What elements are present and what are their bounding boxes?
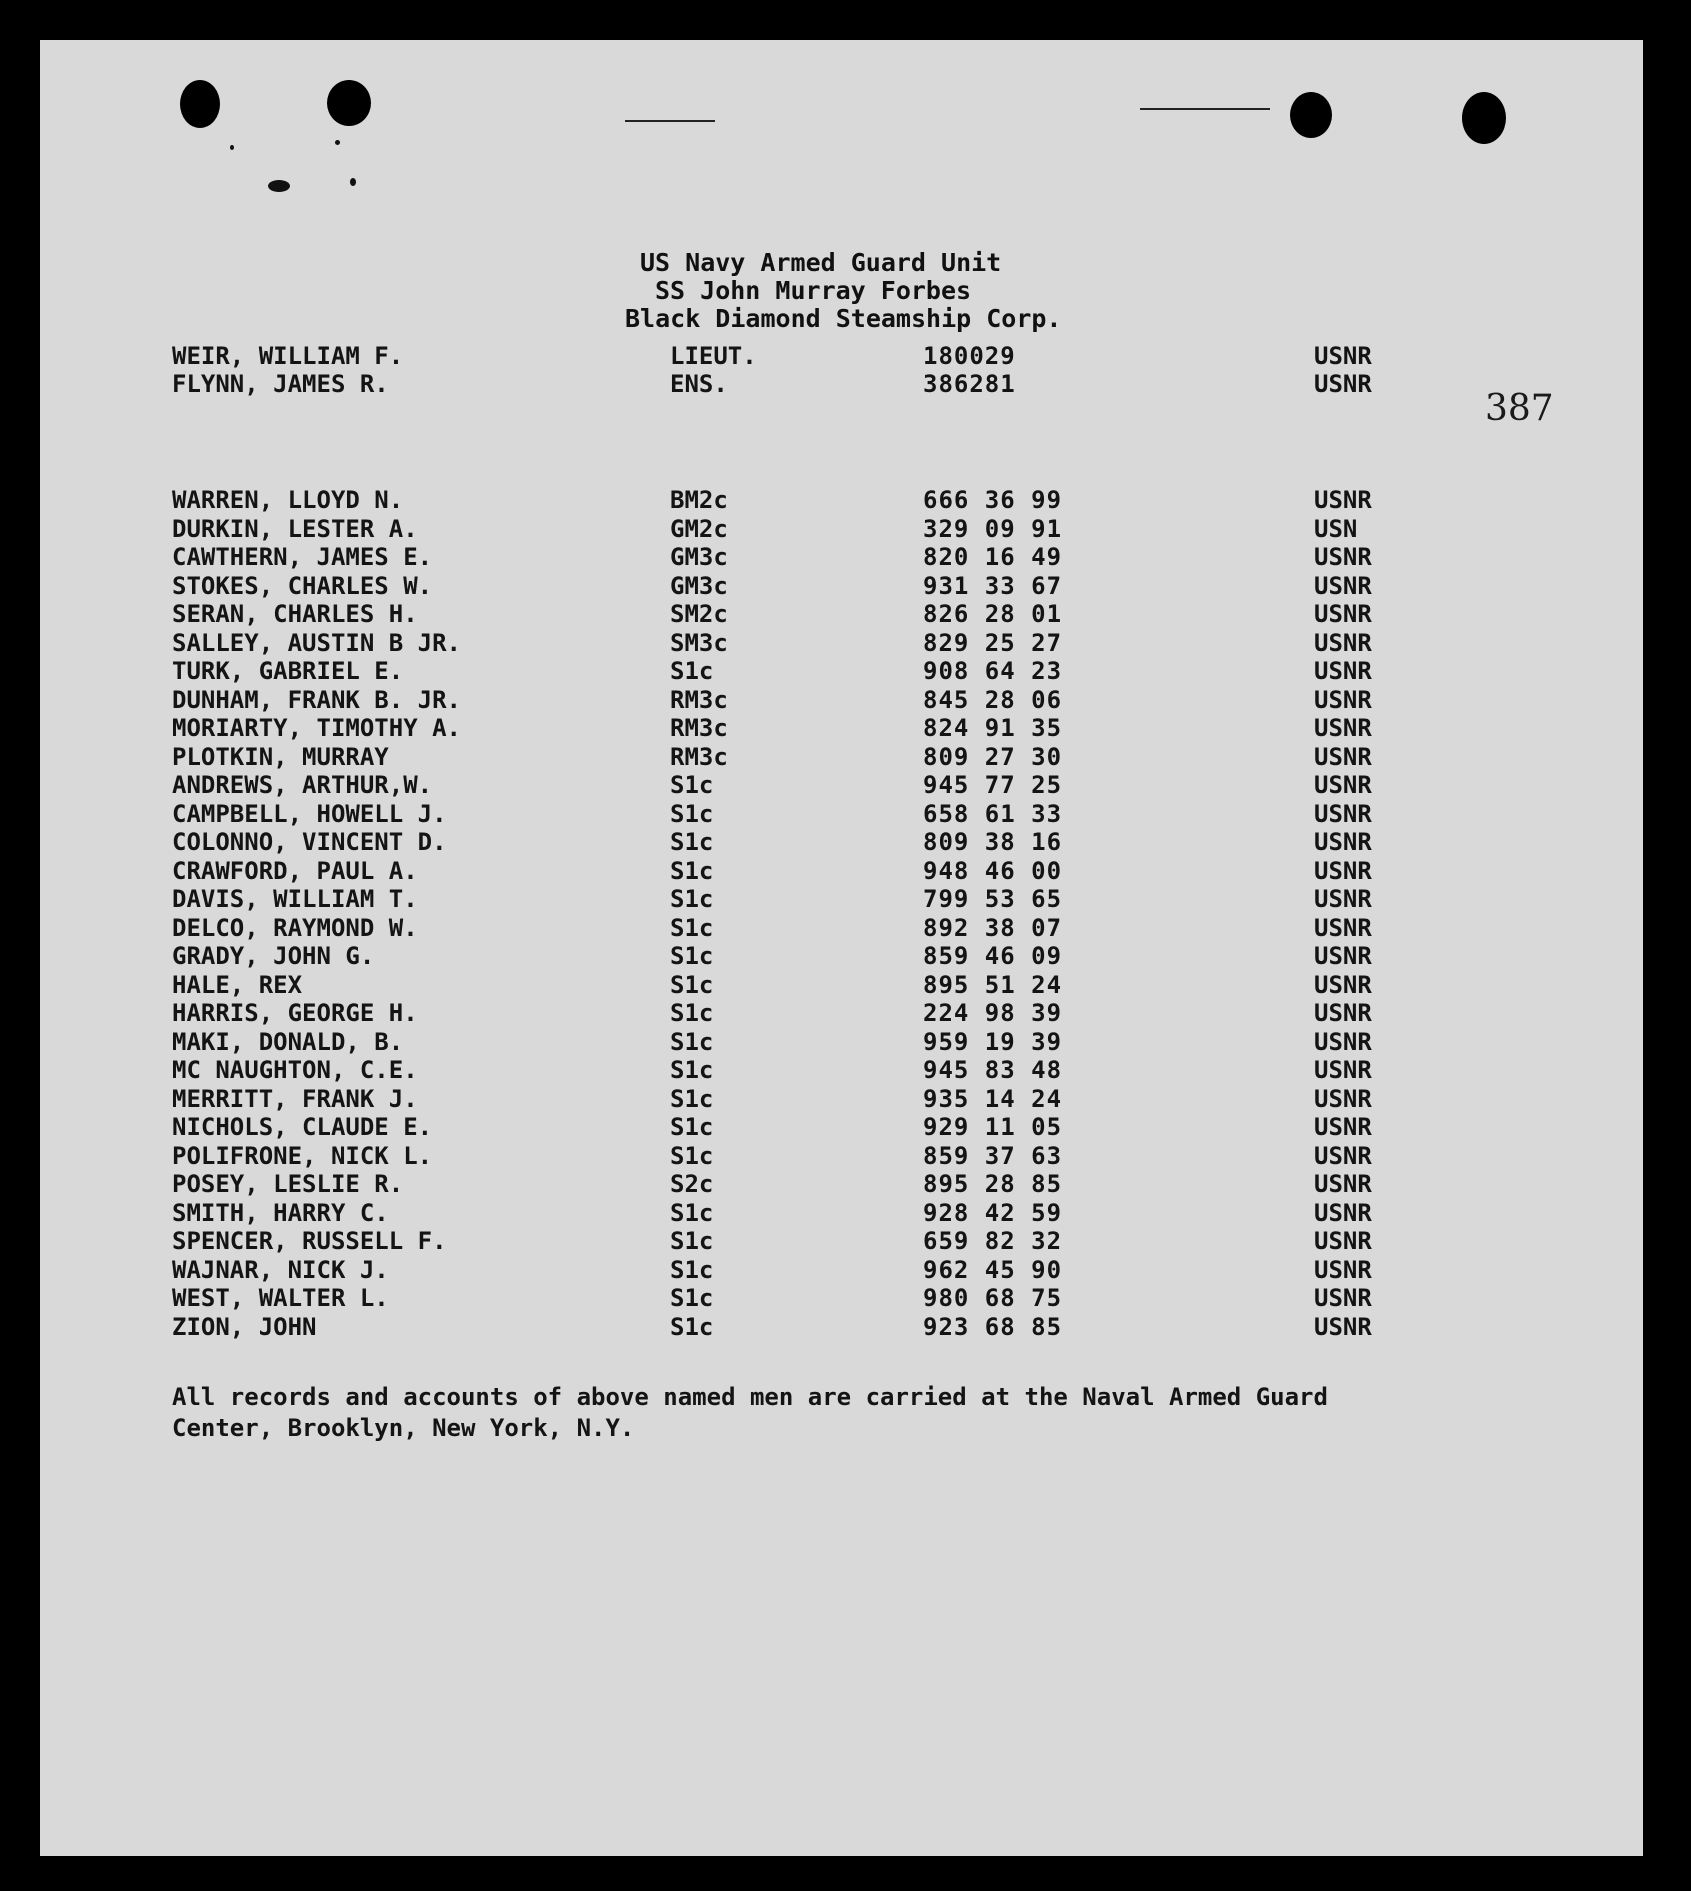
crew-rate: S1c <box>670 1141 714 1170</box>
service-number: 799 53 65 <box>923 885 1063 913</box>
crew-rate: S1c <box>670 1255 714 1284</box>
service-branch: USNR <box>1314 1255 1372 1284</box>
service-branch: USN <box>1314 514 1358 543</box>
service-branch: USNR <box>1314 942 1372 970</box>
crew-row <box>40 1142 1643 1170</box>
crew-name: POLIFRONE, NICK L. <box>172 1141 433 1170</box>
service-number: 824 91 35 <box>923 714 1063 742</box>
service-number: 809 38 16 <box>923 828 1063 856</box>
service-number: 658 61 33 <box>923 799 1063 828</box>
service-number: 959 19 39 <box>923 1027 1063 1056</box>
crew-rate: S1c <box>670 1227 714 1255</box>
service-branch: USNR <box>1314 913 1372 942</box>
crew-rate: S1c <box>670 913 714 942</box>
footer-line-2: Center, Brooklyn, New York, N.Y. <box>172 1414 635 1442</box>
crew-row <box>40 515 1643 543</box>
crew-row <box>40 885 1643 913</box>
crew-row <box>40 857 1643 885</box>
crew-row <box>40 1085 1643 1113</box>
crew-name: CAMPBELL, HOWELL J. <box>172 799 447 828</box>
service-number: 948 46 00 <box>923 856 1063 885</box>
crew-row <box>40 999 1643 1027</box>
service-number: 945 83 48 <box>923 1056 1063 1084</box>
service-number: 820 16 49 <box>923 543 1063 571</box>
service-branch: USNR <box>1314 999 1372 1027</box>
service-number: 829 25 27 <box>923 628 1063 657</box>
crew-rate: ENS. <box>670 370 728 398</box>
service-branch: USNR <box>1314 1056 1372 1084</box>
service-number: 923 68 85 <box>923 1312 1063 1341</box>
ink-speck <box>335 140 340 145</box>
crew-name: DURKIN, LESTER A. <box>172 514 418 543</box>
service-branch: USNR <box>1314 628 1372 657</box>
header-line-2: SS John Murray Forbes <box>655 276 972 305</box>
crew-name: STOKES, CHARLES W. <box>172 571 433 600</box>
service-branch: USNR <box>1314 856 1372 885</box>
crew-row <box>40 942 1643 970</box>
crew-name: SALLEY, AUSTIN B JR. <box>172 628 461 657</box>
document-footer <box>172 1382 1472 1444</box>
crew-rate: LIEUT. <box>670 342 757 370</box>
crew-name: DELCO, RAYMOND W. <box>172 913 418 942</box>
crew-rate: RM3c <box>670 714 728 742</box>
service-number: 809 27 30 <box>923 742 1063 771</box>
service-number: 386281 <box>923 370 1016 398</box>
header-line-1: US Navy Armed Guard Unit <box>640 248 1002 277</box>
crew-rate: S1c <box>670 799 714 828</box>
crew-rate: S1c <box>670 942 714 970</box>
crew-name: DAVIS, WILLIAM T. <box>172 885 418 913</box>
crew-rate: S1c <box>670 657 714 685</box>
crew-name: ANDREWS, ARTHUR,W. <box>172 771 433 799</box>
service-number: 980 68 75 <box>923 1284 1063 1312</box>
crew-name: PLOTKIN, MURRAY <box>172 742 389 771</box>
crew-name: CRAWFORD, PAUL A. <box>172 856 418 885</box>
crew-name: POSEY, LESLIE R. <box>172 1170 404 1198</box>
service-branch: USNR <box>1314 543 1372 571</box>
service-branch: USNR <box>1314 1113 1372 1141</box>
crew-rate: S1c <box>670 885 714 913</box>
crew-row <box>40 543 1643 571</box>
crew-rate: SM2c <box>670 600 728 628</box>
smudge-mark <box>1140 108 1270 110</box>
crew-row <box>40 800 1643 828</box>
crew-name: DUNHAM, FRANK B. JR. <box>172 685 461 714</box>
crew-name: MORIARTY, TIMOTHY A. <box>172 714 461 742</box>
service-branch: USNR <box>1314 370 1372 398</box>
crew-row <box>40 743 1643 771</box>
crew-row <box>40 686 1643 714</box>
crew-row <box>40 1284 1643 1312</box>
crew-rate: GM3c <box>670 543 728 571</box>
crew-row <box>40 572 1643 600</box>
service-number: 945 77 25 <box>923 771 1063 799</box>
crew-name: ZION, JOHN <box>172 1312 317 1341</box>
service-branch: USNR <box>1314 1284 1372 1312</box>
service-number: 845 28 06 <box>923 685 1063 714</box>
crew-row <box>40 600 1643 628</box>
service-branch: USNR <box>1314 1198 1372 1227</box>
service-branch: USNR <box>1314 970 1372 999</box>
service-branch: USNR <box>1314 1084 1372 1113</box>
crew-name: SMITH, HARRY C. <box>172 1198 389 1227</box>
page-number: 387 <box>1485 388 1554 429</box>
crew-row <box>40 486 1643 514</box>
crew-rate: S1c <box>670 1312 714 1341</box>
service-branch: USNR <box>1314 771 1372 799</box>
crew-rate: S1c <box>670 1056 714 1084</box>
crew-rate: S1c <box>670 771 714 799</box>
crew-name: HALE, REX <box>172 970 303 999</box>
crew-name: WEST, WALTER L. <box>172 1284 389 1312</box>
ink-speck <box>268 180 290 192</box>
service-branch: USNR <box>1314 1141 1372 1170</box>
service-branch: USNR <box>1314 742 1372 771</box>
smudge-mark <box>625 120 715 122</box>
crew-row <box>40 1113 1643 1141</box>
ink-speck <box>350 178 356 186</box>
crew-rate: SM3c <box>670 628 728 657</box>
service-branch: USNR <box>1314 714 1372 742</box>
service-number: 895 51 24 <box>923 970 1063 999</box>
service-branch: USNR <box>1314 1312 1372 1341</box>
crew-rate: GM2c <box>670 514 728 543</box>
crew-row <box>40 1313 1643 1341</box>
crew-rate: GM3c <box>670 571 728 600</box>
punch-hole <box>1290 92 1332 138</box>
service-number: 180029 <box>923 342 1016 370</box>
crew-row <box>40 1227 1643 1255</box>
service-branch: USNR <box>1314 1170 1372 1198</box>
service-number: 929 11 05 <box>923 1113 1063 1141</box>
service-number: 329 09 91 <box>923 514 1063 543</box>
crew-rate: S1c <box>670 999 714 1027</box>
punch-hole <box>180 80 220 128</box>
crew-rate: S2c <box>670 1170 714 1198</box>
service-number: 892 38 07 <box>923 913 1063 942</box>
crew-rate: S1c <box>670 1027 714 1056</box>
crew-row <box>40 657 1643 685</box>
service-branch: USNR <box>1314 486 1372 514</box>
crew-name: SERAN, CHARLES H. <box>172 600 418 628</box>
service-number: 928 42 59 <box>923 1198 1063 1227</box>
service-branch: USNR <box>1314 600 1372 628</box>
service-number: 224 98 39 <box>923 999 1063 1027</box>
crew-row <box>40 914 1643 942</box>
crew-rate: S1c <box>670 970 714 999</box>
crew-name: GRADY, JOHN G. <box>172 942 375 970</box>
crew-name: NICHOLS, CLAUDE E. <box>172 1113 433 1141</box>
crew-row <box>40 1056 1643 1084</box>
footer-line-1: All records and accounts of above named men are carried at the Naval Armed Guard <box>172 1383 1328 1411</box>
service-branch: USNR <box>1314 885 1372 913</box>
crew-row <box>40 1256 1643 1284</box>
crew-row <box>40 971 1643 999</box>
officer-row <box>40 342 1643 370</box>
crew-name: SPENCER, RUSSELL F. <box>172 1227 447 1255</box>
service-branch: USNR <box>1314 1027 1372 1056</box>
service-branch: USNR <box>1314 685 1372 714</box>
crew-rate: S1c <box>670 1198 714 1227</box>
header-line-3: Black Diamond Steamship Corp. <box>625 304 1062 333</box>
crew-rate: S1c <box>670 1113 714 1141</box>
service-number: 859 37 63 <box>923 1141 1063 1170</box>
crew-rate: BM2c <box>670 486 728 514</box>
service-number: 931 33 67 <box>923 571 1063 600</box>
service-number: 962 45 90 <box>923 1255 1063 1284</box>
service-branch: USNR <box>1314 657 1372 685</box>
crew-row <box>40 629 1643 657</box>
service-number: 859 46 09 <box>923 942 1063 970</box>
crew-name: HARRIS, GEORGE H. <box>172 999 418 1027</box>
crew-row <box>40 1170 1643 1198</box>
crew-name: COLONNO, VINCENT D. <box>172 828 447 856</box>
service-number: 935 14 24 <box>923 1084 1063 1113</box>
crew-name: WAJNAR, NICK J. <box>172 1255 389 1284</box>
crew-rate: S1c <box>670 856 714 885</box>
crew-name: TURK, GABRIEL E. <box>172 657 404 685</box>
crew-name: MERRITT, FRANK J. <box>172 1084 418 1113</box>
service-branch: USNR <box>1314 1227 1372 1255</box>
service-number: 908 64 23 <box>923 657 1063 685</box>
punch-hole <box>327 80 371 126</box>
crew-rate: RM3c <box>670 685 728 714</box>
crew-name: WEIR, WILLIAM F. <box>172 342 404 370</box>
service-number: 659 82 32 <box>923 1227 1063 1255</box>
service-number: 666 36 99 <box>923 486 1063 514</box>
ink-speck <box>230 145 234 150</box>
service-branch: USNR <box>1314 571 1372 600</box>
service-branch: USNR <box>1314 799 1372 828</box>
crew-row <box>40 714 1643 742</box>
crew-name: WARREN, LLOYD N. <box>172 486 404 514</box>
crew-rate: S1c <box>670 828 714 856</box>
crew-name: MAKI, DONALD, B. <box>172 1027 404 1056</box>
crew-name: CAWTHERN, JAMES E. <box>172 543 433 571</box>
crew-rate: S1c <box>670 1084 714 1113</box>
service-branch: USNR <box>1314 342 1372 370</box>
crew-row <box>40 1028 1643 1056</box>
service-number: 895 28 85 <box>923 1170 1063 1198</box>
punch-hole <box>1462 92 1506 144</box>
crew-row <box>40 771 1643 799</box>
document-page <box>40 40 1643 1856</box>
officer-row <box>40 370 1643 398</box>
crew-rate: S1c <box>670 1284 714 1312</box>
service-branch: USNR <box>1314 828 1372 856</box>
crew-name: MC NAUGHTON, C.E. <box>172 1056 418 1084</box>
crew-row <box>40 1199 1643 1227</box>
crew-rate: RM3c <box>670 742 728 771</box>
service-number: 826 28 01 <box>923 600 1063 628</box>
crew-name: FLYNN, JAMES R. <box>172 370 389 398</box>
crew-row <box>40 828 1643 856</box>
